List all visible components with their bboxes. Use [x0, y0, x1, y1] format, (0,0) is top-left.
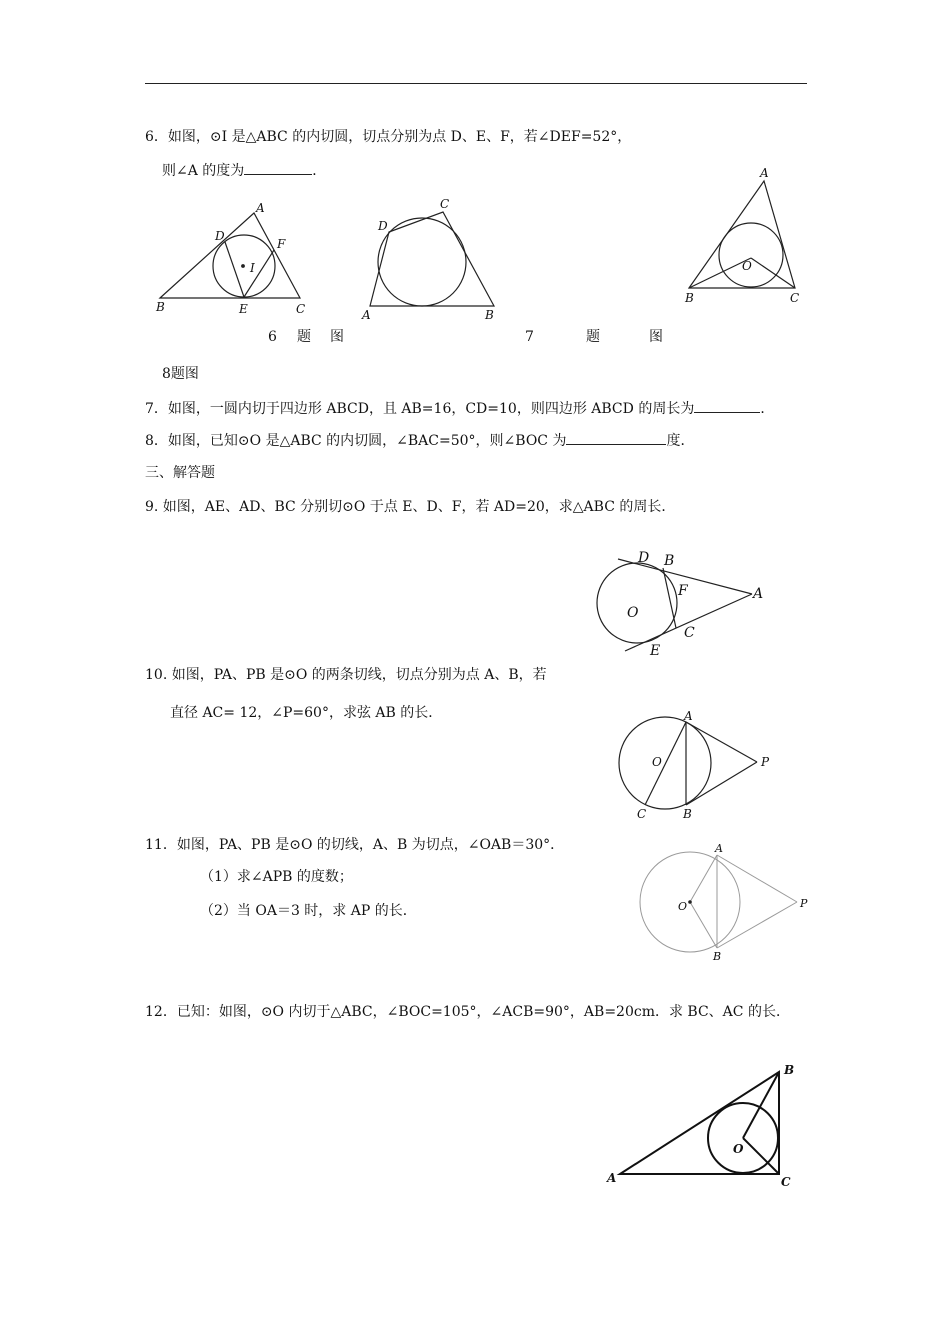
q8-text: 8．如图，已知⊙O 是△ABC 的内切圆，∠BAC=50°，则∠BOC 为 [145, 433, 567, 449]
fig-q6 [160, 213, 300, 298]
fig-q10-tangent-pb [686, 762, 757, 805]
fig-q7-incircle [378, 218, 466, 306]
fig-q6-label-c: C [296, 302, 306, 316]
fig-q11-label-p: P [800, 897, 808, 910]
fig-q6-segment-ef [244, 250, 274, 297]
q6-line1: 6．如图，⊙I 是△ABC 的内切圆，切点分别为点 D、E、F，若∠DEF=52°， [145, 129, 632, 145]
q8-answer-blank [566, 430, 666, 445]
caption-fig7-ti: 题 [586, 329, 600, 345]
fig-q7 [370, 212, 494, 306]
fig-q9-label-f: F [678, 583, 688, 599]
fig-q6-center-dot [242, 265, 245, 268]
caption-fig6-tu: 图 [330, 329, 344, 345]
caption-fig8: 8题图 [162, 366, 199, 382]
fig-q11-label-a: A [715, 842, 723, 855]
fig-q9 [597, 559, 752, 651]
fig-q7-label-b: B [485, 308, 494, 322]
fig-q6-label-a: A [256, 201, 265, 215]
fig-q10 [619, 717, 757, 809]
fig-q7-label-c: C [440, 197, 450, 211]
fig-q9-label-o: O [627, 605, 639, 621]
fig-q8-label-o: O [742, 259, 752, 273]
fig-q6-label-d: D [215, 229, 225, 243]
fig-q11-radius-oa [690, 855, 717, 902]
fig-q8-label-c: C [790, 291, 800, 305]
q10-line1: 10. 如图，PA、PB 是⊙O 的两条切线，切点分别为点 A、B，若 [145, 667, 547, 683]
fig-q9-label-b: B [664, 553, 675, 569]
fig-q6-label-e: E [239, 302, 248, 316]
q7-answer-blank [694, 398, 760, 413]
fig-q11-label-b: B [713, 950, 722, 963]
fig-q10-circle [619, 717, 711, 809]
q11-part2: （2）当 OA＝3 时，求 AP 的长． [200, 903, 417, 919]
fig-q12 [620, 1072, 779, 1174]
fig-q6-label-i: I [250, 261, 255, 275]
fig-q9-label-c: C [684, 625, 695, 641]
fig-q8-label-b: B [685, 291, 694, 305]
fig-q10-label-p: P [761, 755, 770, 769]
fig-q12-label-c: C [781, 1175, 791, 1189]
fig-q12-segment-ob [743, 1072, 779, 1138]
fig-q9-label-d: D [638, 550, 650, 566]
fig-q9-tangent-ae [625, 594, 752, 651]
fig-q11-center-dot [688, 900, 692, 904]
fig-q8-incircle [719, 223, 783, 287]
q6-line2-suffix: ． [312, 163, 327, 179]
q6-line2-prefix: 则∠A 的度为 [162, 163, 245, 179]
q11-line1: 11．如图，PA、PB 是⊙O 的切线，A、B 为切点，∠OAB＝30°． [145, 837, 565, 853]
fig-q11-tangent-pb [717, 902, 797, 948]
fig-q10-label-b: B [683, 807, 692, 821]
fig-q10-tangent-pa [686, 722, 757, 762]
caption-fig6-num: 6 [268, 329, 277, 345]
section-heading: 三、解答题 [145, 465, 215, 481]
fig-q11-radius-ob [690, 902, 717, 948]
fig-q10-label-c: C [637, 807, 647, 821]
fig-q7-quadrilateral [370, 212, 494, 306]
fig-q7-label-d: D [378, 219, 388, 233]
fig-q7-label-a: A [362, 308, 371, 322]
q8-line [145, 430, 694, 451]
fig-q8-segment-co [751, 258, 795, 288]
caption-fig7-num: 7 [525, 329, 534, 345]
fig-q12-label-o: O [733, 1142, 744, 1156]
q7-line [145, 398, 774, 419]
caption-fig7-tu: 图 [649, 329, 663, 345]
fig-q11 [640, 852, 797, 952]
q8-suffix: 度． [666, 433, 695, 449]
fig-q12-label-a: A [607, 1171, 617, 1185]
fig-q9-label-e: E [650, 643, 661, 659]
q9-text: 9. 如图，AE、AD、BC 分别切⊙O 于点 E、D、F，若 AD=20，求△ABC 的周长． [145, 499, 676, 515]
q12-text: 12．已知：如图，⊙O 内切于△ABC，∠BOC=105°，∠ACB=90°，AB=20cm．求 BC、AC 的长． [145, 1004, 790, 1020]
q7-suffix: ． [760, 401, 775, 417]
fig-q10-label-o: O [652, 755, 662, 769]
fig-q11-tangent-pa [717, 855, 797, 902]
fig-q6-segment-de [225, 242, 244, 297]
fig-q6-label-f: F [277, 237, 286, 251]
fig-q10-label-a: A [684, 709, 693, 723]
q7-text: 7．如图，一圆内切于四边形 ABCD，且 AB=16，CD=10，则四边形 ABCD 的周长为 [145, 401, 695, 417]
fig-q6-label-b: B [156, 300, 165, 314]
fig-q9-label-a: A [753, 586, 764, 602]
fig-q12-triangle [620, 1072, 779, 1174]
q11-part1: （1）求∠APB 的度数； [200, 869, 353, 885]
caption-fig6-ti: 题 [297, 329, 311, 345]
fig-q8-label-a: A [760, 166, 769, 180]
q10-line2: 直径 AC= 12，∠P=60°，求弦 AB 的长． [170, 705, 443, 721]
fig-q12-label-b: B [784, 1063, 795, 1077]
fig-q9-tangent-bc [663, 568, 676, 628]
fig-q11-label-o: O [678, 900, 688, 913]
